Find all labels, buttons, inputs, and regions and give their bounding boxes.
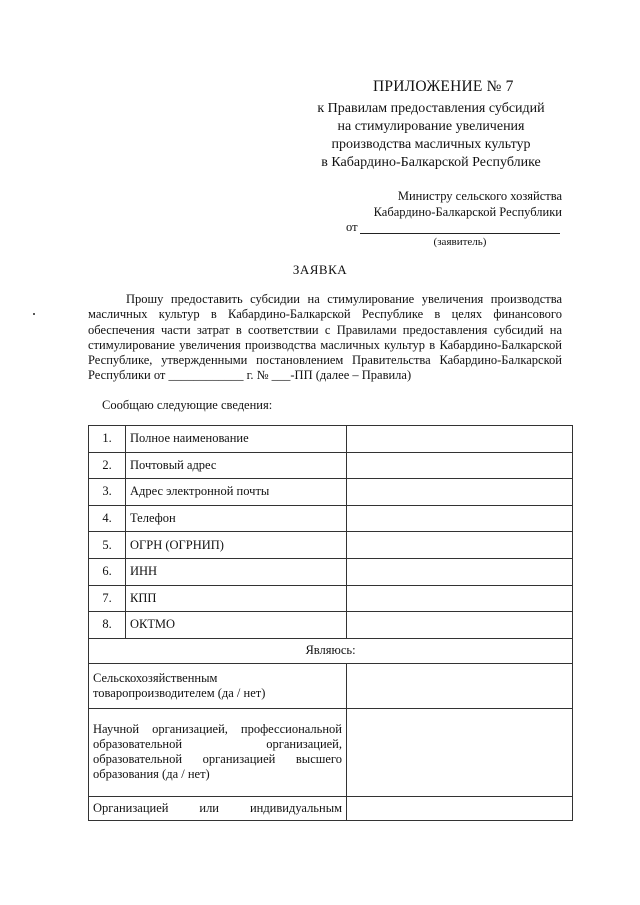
row-number: 6. [89,558,126,585]
status-label: Организацией или индивидуальным [89,796,347,820]
row-label: Телефон [126,505,347,532]
table-row [89,426,573,453]
rules-ref-line: производства масличных культур [331,137,531,152]
table-row [89,479,573,506]
status-label: Научной организацией, профессиональной образовательной организацией, образовательной организацией высшего образования (да / нет) [89,708,347,796]
status-value [347,796,573,820]
table-row [89,505,573,532]
row-label: Адрес электронной почты [126,479,347,506]
table-row [89,452,573,479]
status-value [347,663,573,708]
addressee-block [330,188,562,220]
row-number: 1. [89,426,126,453]
section-header: Являюсь: [89,638,573,663]
scan-speck [33,313,35,315]
addressee-line: Министру сельского хозяйства [397,189,562,203]
row-label: ИНН [126,558,347,585]
table-row [89,532,573,559]
row-value [347,532,573,559]
status-value [347,708,573,796]
row-number: 2. [89,452,126,479]
rules-ref-line: на стимулирование увеличения [337,119,525,134]
row-number: 3. [89,479,126,506]
rules-reference [300,100,562,172]
row-label: ОКТМО [126,612,347,639]
addressee-line: Кабардино-Балкарской Республики [373,205,562,219]
row-number: 4. [89,505,126,532]
row-number: 8. [89,612,126,639]
applicant-info-table [88,425,573,821]
row-value [347,505,573,532]
table-row [89,585,573,612]
status-row [89,796,573,820]
info-intro: Сообщаю следующие сведения: [102,398,273,412]
row-value [347,426,573,453]
section-header-row [89,638,573,663]
row-label: КПП [126,585,347,612]
request-paragraph: Прошу предоставить субсидии на стимулирование увеличения производства масличных культур в Кабардино-Балкарской Республике в целях финансового обеспечения части затрат в соответствии с Правилами предоставления субсидий на стимулирование увеличения производства масличных культур в Кабардино-Балкарской Республике, утвержденными постановлением Правительства Кабардино-Балкарской Республики от ____________ г. № ___-ПП (далее – Правила) [88,292,562,383]
appendix-title: ПРИЛОЖЕНИЕ № 7 [373,78,514,95]
table-row [89,612,573,639]
row-label: ОГРН (ОГРНИП) [126,532,347,559]
row-value [347,585,573,612]
applicant-name-line [360,233,560,234]
row-number: 5. [89,532,126,559]
rules-ref-line: к Правилам предоставления субсидий [317,101,545,116]
status-label: Сельскохозяйственным товаропроизводителем (да / нет) [89,663,347,708]
status-row [89,663,573,708]
table-row [89,558,573,585]
row-value [347,558,573,585]
row-value [347,612,573,639]
row-label: Полное наименование [126,426,347,453]
applicant-caption: (заявитель) [433,236,487,248]
rules-ref-line: в Кабардино-Балкарской Республике [321,155,541,170]
from-label: от [346,220,358,234]
status-row [89,708,573,796]
row-label: Почтовый адрес [126,452,347,479]
row-number: 7. [89,585,126,612]
row-value [347,479,573,506]
row-value [347,452,573,479]
document-title: ЗАЯВКА [292,262,348,277]
